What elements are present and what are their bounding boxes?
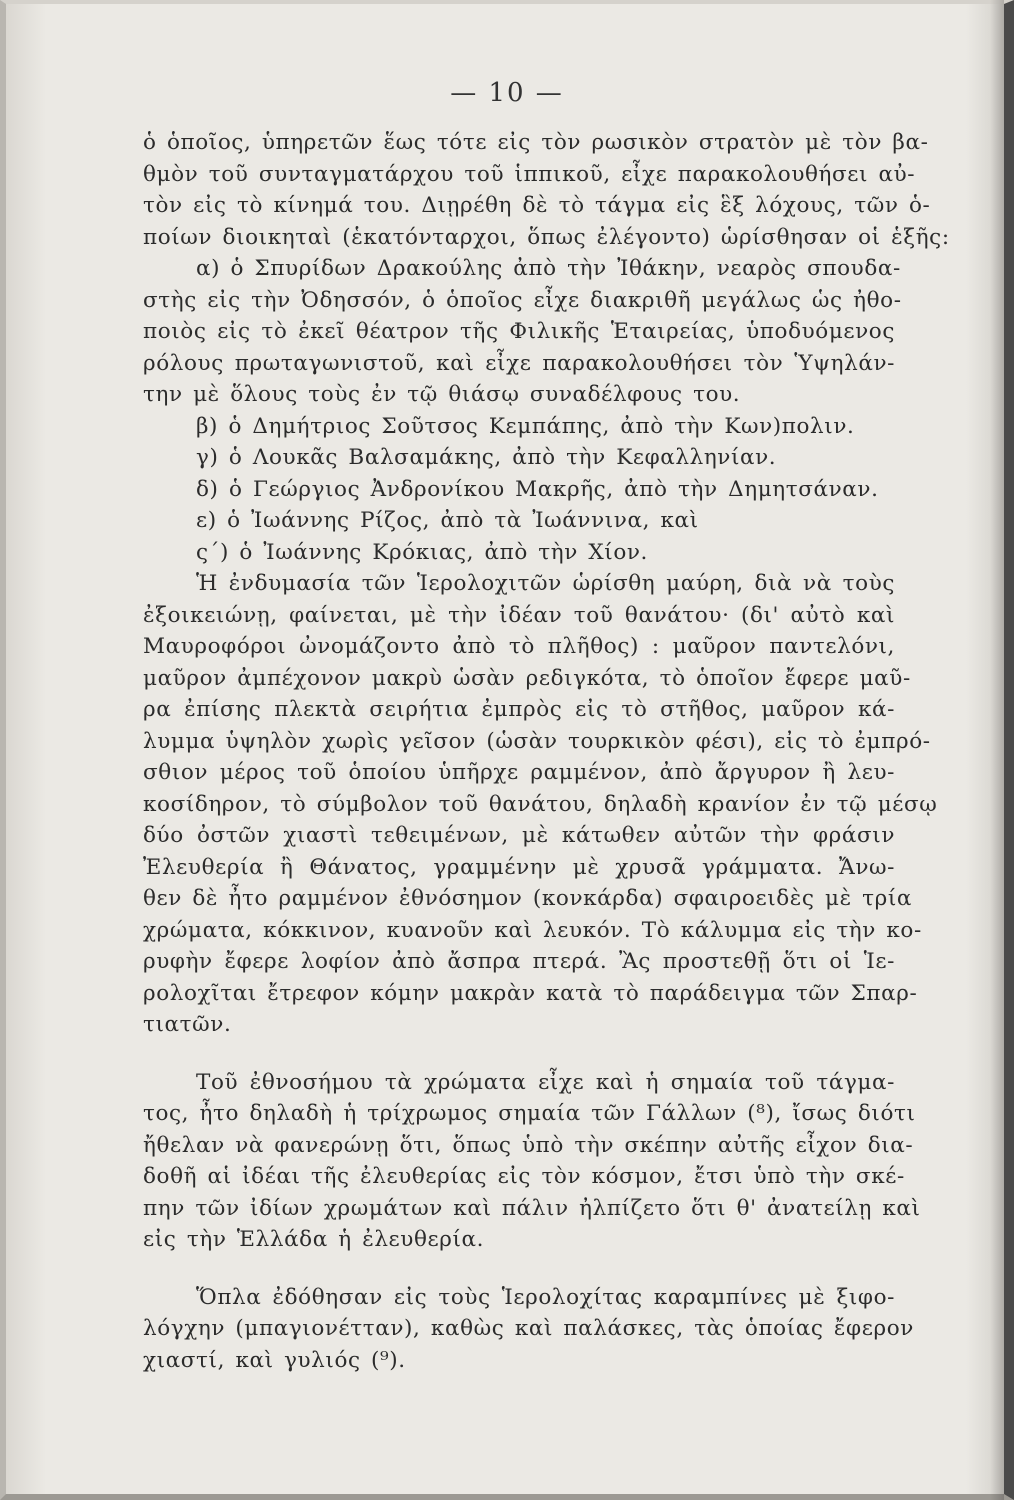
- paragraph-spacer: [143, 1256, 895, 1282]
- text-line: δοθῆ αἱ ἰδέαι τῆς ἐλευθερίας εἰς τὸν κόσμον, ἔτσι ὑπὸ τὴν σκέ-: [143, 1164, 905, 1189]
- text-line: κοσίδηρον, τὸ σύμβολον τοῦ θανάτου, δηλαδὴ κρανίον ἐν τῷ μέσῳ: [143, 791, 938, 817]
- text-line: χιαστί, καὶ γυλιός (⁹).: [143, 1347, 406, 1373]
- text-line: ς´) ὁ Ἰωάννης Κρόκιας, ἀπὸ τὴν Χίον.: [196, 539, 648, 565]
- text-line: β) ὁ Δημήτριος Σοῦτσος Κεμπάπης, ἀπὸ τὴν Κων)πολιν.: [196, 413, 855, 439]
- text-line: ἐξοικειώνῃ, φαίνεται, μὲ τὴν ἰδέαν τοῦ θανάτου· (δι' αὐτὸ καὶ: [143, 602, 895, 628]
- text-line: μαῦρον ἀμπέχονον μακρὺ ὡσὰν ρεδιγκότα, τὸ ὁποῖον ἔφερε μαῦ-: [143, 665, 911, 691]
- text-line: εἰς τὴν Ἑλλάδα ἡ ἐλευθερία.: [143, 1227, 485, 1252]
- text-line: λυμμα ὑψηλὸν χωρὶς γεῖσον (ὡσὰν τουρκικὸν φέσι), εἰς τὸ ἐμπρό-: [143, 728, 931, 754]
- text-line: Ὅπλα ἐδόθησαν εἰς τοὺς Ἱερολοχίτας καραμπίνες μὲ ξιφο-: [196, 1284, 895, 1310]
- text-line: ρολοχῖται ἔτρεφον κόμην μακρὰν κατὰ τὸ παράδειγμα τῶν Σπαρ-: [143, 980, 918, 1006]
- text-line: Ἐλευθερία ἢ Θάνατος, γραμμένην μὲ χρυσᾶ γράμματα. Ἄνω-: [143, 854, 895, 880]
- text-line: δύο ὀστῶν χιαστὶ τεθειμένων, μὲ κάτωθεν αὐτῶν τὴν φράσιν: [143, 823, 895, 848]
- text-line: την μὲ ὅλους τοὺς ἐν τῷ θιάσῳ συναδέλφους του.: [143, 382, 741, 407]
- text-line: στὴς εἰς τὴν Ὀδησσόν, ὁ ὁποῖος εἶχε διακριθῆ μεγάλως ὡς ἠθο-: [143, 287, 902, 313]
- text-line: ὁ ὁποῖος, ὑπηρετῶν ἕως τότε εἰς τὸν ρωσικὸν στρατὸν μὲ τὸν βα-: [143, 130, 929, 155]
- page-number: — 10 —: [450, 78, 564, 108]
- text-line: λόγχην (μπαγιονέτταν), καθὼς καὶ παλάσκες, τὰς ὁποίας ἔφερον: [143, 1316, 914, 1341]
- text-line: ποιὸς εἰς τὸ ἐκεῖ θέατρον τῆς Φιλικῆς Ἑταιρείας, ὑποδυόμενος: [143, 319, 895, 344]
- text-line: ρυφὴν ἔφερε λοφίον ἀπὸ ἄσπρα πτερά. Ἂς προστεθῇ ὅτι οἱ Ἱε-: [143, 949, 895, 974]
- paragraph-spacer: [143, 1041, 895, 1067]
- text-line: θμὸν τοῦ συνταγματάρχου τοῦ ἱππικοῦ, εἶχε παρακολουθήσει αὐ-: [143, 161, 916, 187]
- text-line: χρώματα, κόκκινον, κυανοῦν καὶ λευκόν. Τὸ κάλυμμα εἰς τὴν κο-: [143, 917, 922, 943]
- text-line: ε) ὁ Ἰωάννης Ρίζος, ἀπὸ τὰ Ἰωάννινα, καὶ: [196, 508, 699, 533]
- text-line: τος, ἦτο δηλαδὴ ἡ τρίχρωμος σημαία τῶν Γάλλων (⁸), ἴσως διότι: [143, 1101, 916, 1126]
- text-line: τιατῶν.: [143, 1012, 232, 1037]
- text-line: ποίων διοικηταὶ (ἑκατόνταρχοι, ὅπως ἐλέγοντο) ὡρίσθησαν οἱ ἑξῆς:: [143, 224, 950, 250]
- text-line: ρόλους πρωταγωνιστοῦ, καὶ εἶχε παρακολουθήσει τὸν Ὑψηλάν-: [143, 350, 895, 376]
- text-line: ἤθελαν νὰ φανερώνῃ ὅτι, ὅπως ὑπὸ τὴν σκέπην αὐτῆς εἶχον δια-: [143, 1132, 914, 1158]
- text-line: δ) ὁ Γεώργιος Ἀνδρονίκου Μακρῆς, ἀπὸ τὴν Δημητσάναν.: [196, 476, 879, 502]
- text-line: γ) ὁ Λουκᾶς Βαλσαμάκης, ἀπὸ τὴν Κεφαλληνίαν.: [196, 445, 777, 470]
- text-line: Ἡ ἐνδυμασία τῶν Ἱερολοχιτῶν ὡρίσθη μαύρη, διὰ νὰ τοὺς: [196, 571, 895, 596]
- page-edge-shadow: [990, 0, 1004, 1500]
- text-line: Τοῦ ἐθνοσήμου τὰ χρώματα εἶχε καὶ ἡ σημαία τοῦ τάγμα-: [196, 1069, 895, 1095]
- body-text: [143, 127, 950, 1376]
- text-line: Μαυροφόροι ὠνομάζοντο ἀπὸ τὸ πλῆθος) : μαῦρον παντελόνι,: [143, 634, 895, 659]
- text-line: πην τῶν ἰδίων χρωμάτων καὶ πάλιν ἠλπίζετο ὅτι θ' ἀνατείλῃ καὶ: [143, 1195, 921, 1221]
- text-line: ρα ἐπίσης πλεκτὰ σειρήτια ἐμπρὸς εἰς τὸ στῆθος, μαῦρον κά-: [143, 697, 895, 722]
- text-line: σθιον μέρος τοῦ ὁποίου ὑπῆρχε ραμμένον, ἀπὸ ἄργυρον ἢ λευ-: [143, 760, 895, 785]
- text-line: α) ὁ Σπυρίδων Δρακούλης ἀπὸ τὴν Ἰθάκην, νεαρὸς σπουδα-: [196, 256, 901, 281]
- text-line: τὸν εἰς τὸ κίνημά του. Διῃρέθη δὲ τὸ τάγμα εἰς ἓξ λόχους, τῶν ὁ-: [143, 193, 931, 218]
- text-line: θεν δὲ ἦτο ραμμένον ἐθνόσημον (κονκάρδα) σφαιροειδὲς μὲ τρία: [143, 886, 913, 911]
